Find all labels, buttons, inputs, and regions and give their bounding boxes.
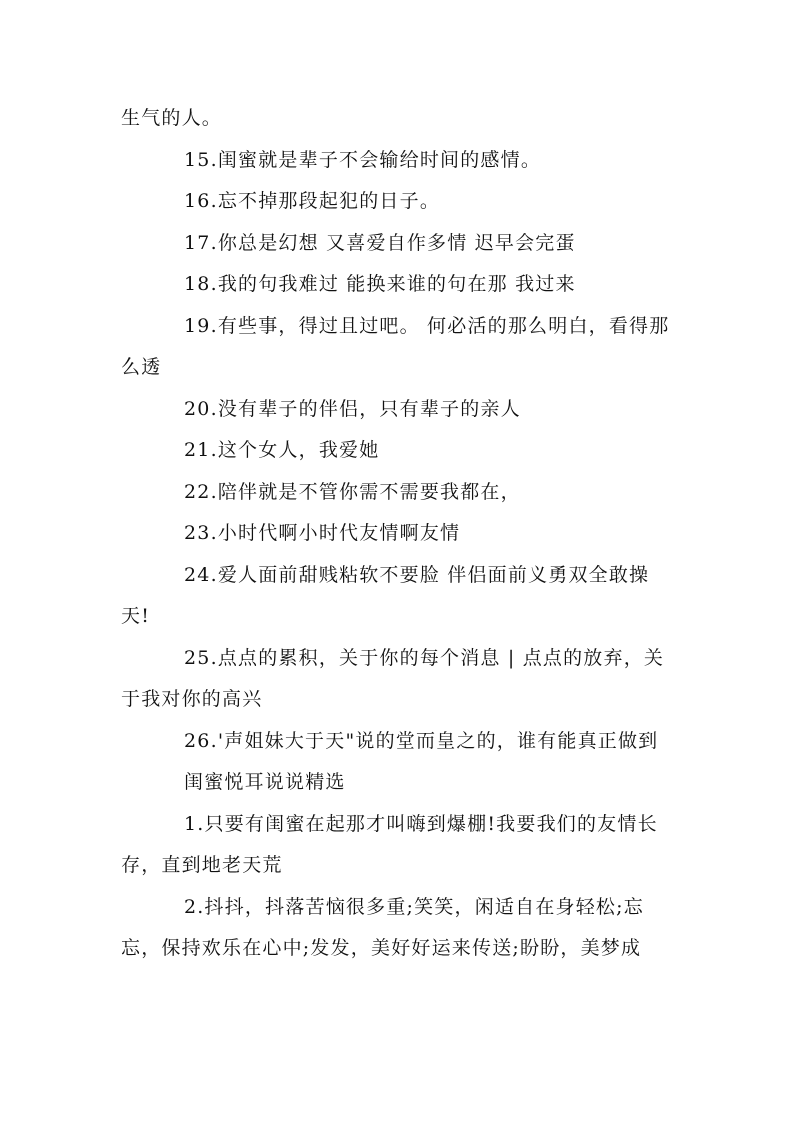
section-heading: 闺蜜悦耳说说精选 (184, 771, 346, 793)
paragraph: 22.陪伴就是不管你需不需要我都在， (184, 480, 521, 503)
paragraph: 2.抖抖，抖落苦恼很多重;笑笑，闲适自在身轻松;忘忘，保持欢乐在心中;发发，美好好运来传送;盼盼，美梦成 (121, 895, 644, 959)
paragraph: 生气的人。 (121, 107, 223, 129)
paragraph: 24.爱人面前甜贱粘软不要脸 伴侣面前义勇双全敢操天! (121, 563, 650, 627)
document-body (121, 98, 677, 970)
paragraph: 19.有些事，得过且过吧。 何必活的那么明白，看得那么透 (121, 314, 670, 378)
paragraph: 17.你总是幻想 又喜爱自作多情 迟早会完蛋 (184, 231, 576, 254)
paragraph: 23.小时代啊小时代友情啊友情 (184, 522, 461, 544)
paragraph: 26.'声姐妹大于天"说的堂而皇之的，谁有能真正做到 (184, 729, 659, 752)
paragraph: 16.忘不掉那段起犯的日子。 (184, 190, 441, 212)
paragraph: 21.这个女人，我爱她 (184, 439, 380, 461)
paragraph: 20.没有辈子的伴侣，只有辈子的亲人 (184, 397, 521, 420)
paragraph: 25.点点的累积，关于你的每个消息 | 点点的放弃，关于我对你的高兴 (121, 646, 665, 710)
paragraph: 1.只要有闺蜜在起那才叫嗨到爆棚!我要我们的友情长存，直到地老天荒 (121, 812, 658, 876)
paragraph: 18.我的句我难过 能换来谁的句在那 我过来 (184, 273, 576, 295)
paragraph: 15.闺蜜就是辈子不会输给时间的感情。 (184, 148, 542, 171)
